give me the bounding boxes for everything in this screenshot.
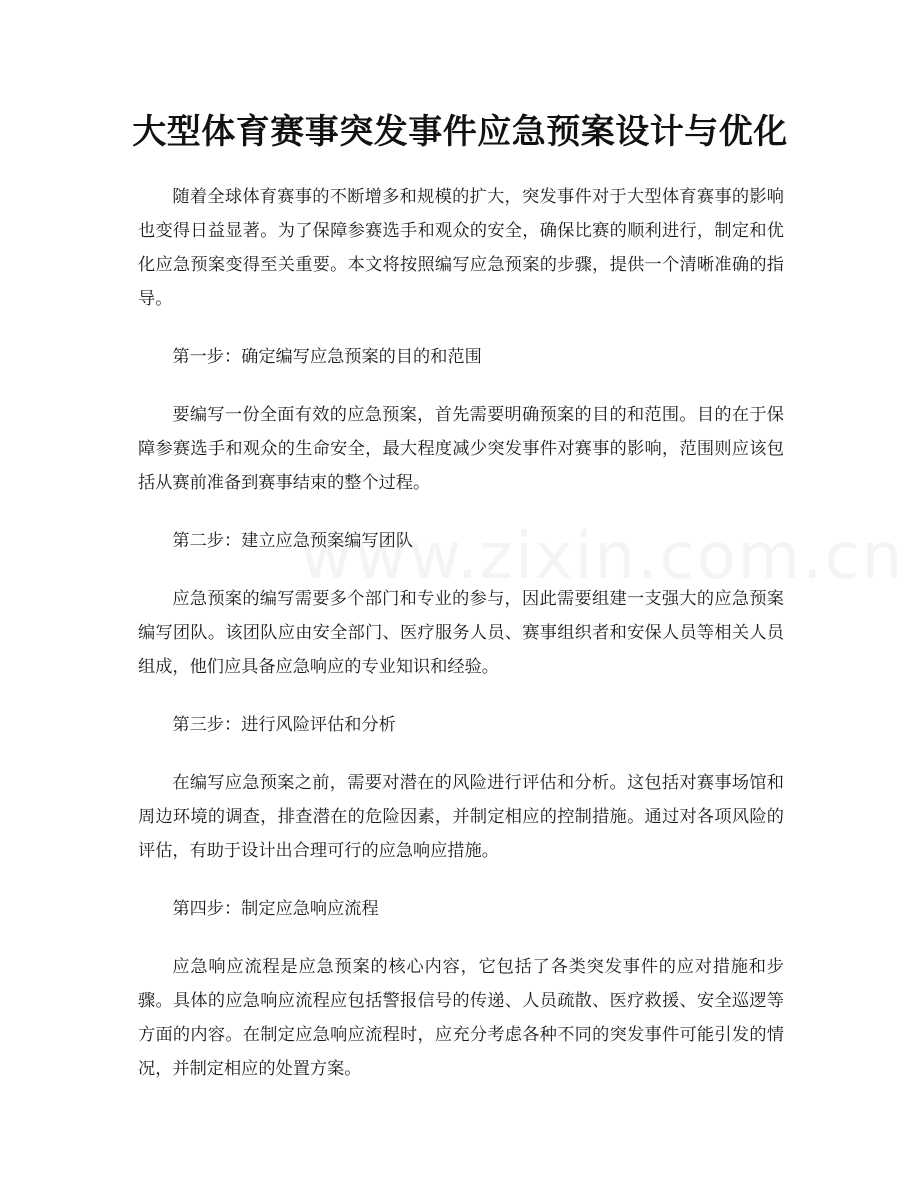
document-title: 大型体育赛事突发事件应急预案设计与优化 [132, 112, 788, 152]
step-1-heading: 第一步：确定编写应急预案的目的和范围 [172, 347, 482, 367]
step-1-paragraph: 要编写一份全面有效的应急预案，首先需要明确预案的目的和范围。目的在于保障参赛选手和观众的生命安全，最大程度减少突发事件对赛事的影响，范围则应该包括从赛前准备到赛事结束的整个过程。 [138, 405, 784, 493]
step-2-paragraph: 应急预案的编写需要多个部门和专业的参与，因此需要组建一支强大的应急预案编写团队。该团队应由安全部门、医疗服务人员、赛事组织者和安保人员等相关人员组成，他们应具备应急响应的专业知识和经验。 [138, 589, 784, 677]
document-body [138, 180, 784, 1110]
step-3-paragraph: 在编写应急预案之前，需要对潜在的风险进行评估和分析。这包括对赛事场馆和周边环境的调查，排查潜在的危险因素，并制定相应的控制措施。通过对各项风险的评估，有助于设计出合理可行的应急响应措施。 [138, 773, 784, 861]
intro-paragraph: 随着全球体育赛事的不断增多和规模的扩大，突发事件对于大型体育赛事的影响也变得日益显著。为了保障参赛选手和观众的安全，确保比赛的顺利进行，制定和优化应急预案变得至关重要。本文将按照编写应急预案的步骤，提供一个清晰准确的指导。 [138, 187, 784, 309]
step-4-paragraph: 应急响应流程是应急预案的核心内容，它包括了各类突发事件的应对措施和步骤。具体的应急响应流程应包括警报信号的传递、人员疏散、医疗救援、安全巡逻等方面的内容。在制定应急响应流程时，应充分考虑各种不同的突发事件可能引发的情况，并制定相应的处置方案。 [138, 957, 784, 1079]
step-3-heading: 第三步：进行风险评估和分析 [172, 715, 396, 735]
step-4-heading: 第四步：制定应急响应流程 [172, 899, 379, 919]
step-2-heading: 第二步：建立应急预案编写团队 [172, 531, 414, 551]
